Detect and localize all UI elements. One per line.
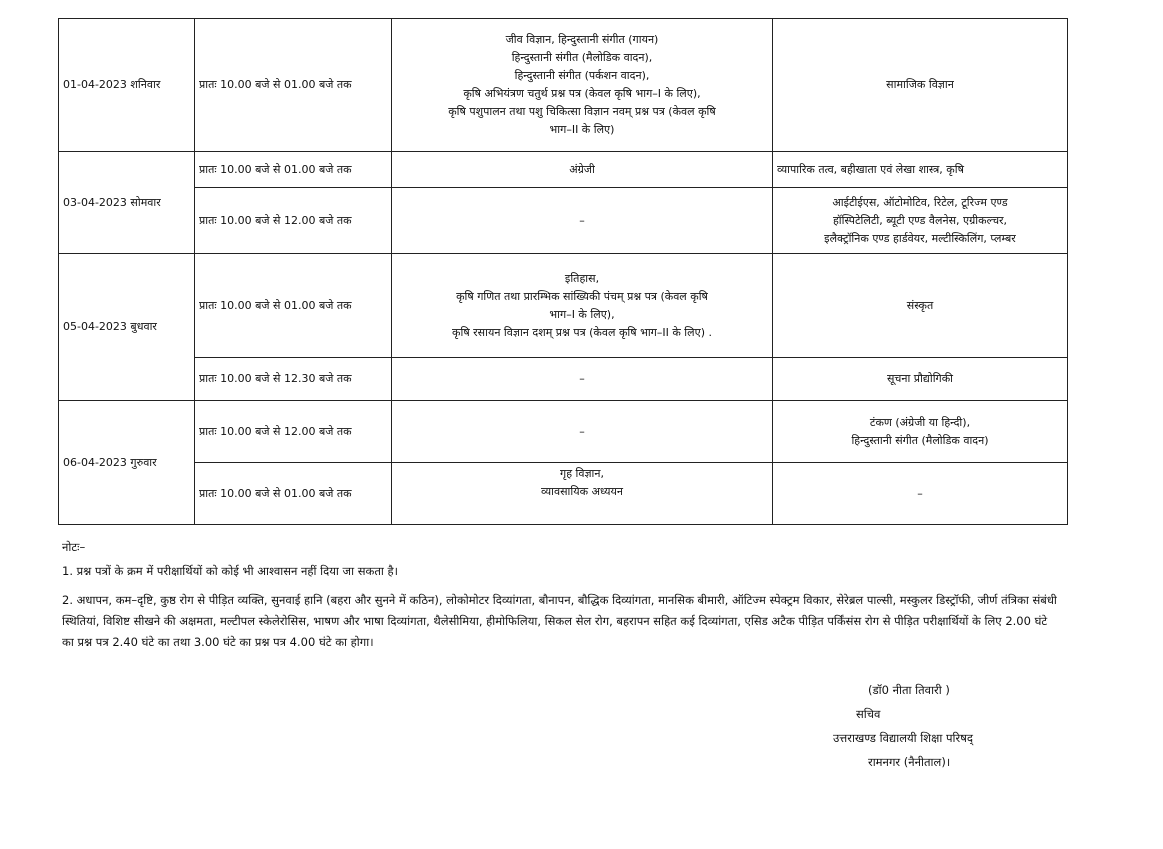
date-cell: 03-04-2023 सोमवार [59, 152, 195, 254]
table-row [59, 19, 1068, 152]
subject-line: कृषि रसायन विज्ञान दशम् प्रश्न पत्र (केवल कृषि भाग–II के लिए) . [452, 325, 712, 339]
subject-line: गृह विज्ञान, [560, 467, 604, 480]
subject-line: टंकण (अंग्रेजी या हिन्दी), [869, 415, 971, 429]
subject-line: आईटीईएस, ऑटोमोटिव, रिटेल, टूरिज्म एण्ड [832, 195, 1008, 209]
subjects-a-cell: अंग्रेजी [392, 152, 773, 188]
table-row [59, 152, 1068, 188]
subject-line: भाग–II के लिए) [549, 123, 615, 136]
date-cell: 01-04-2023 शनिवार [59, 19, 195, 152]
subject-line: भाग–I के लिए), [549, 307, 615, 321]
signatory-name: (डॉ0 नीता तिवारी ) [868, 683, 950, 697]
time-cell: प्रातः 10.00 बजे से 01.00 बजे तक [195, 152, 392, 188]
subject-line: इलैक्ट्रॉनिक एण्ड हार्डवेयर, मल्टीस्किलिंग, प्लम्बर [824, 231, 1016, 245]
time-cell: प्रातः 10.00 बजे से 01.00 बजे तक [195, 463, 392, 525]
time-cell: प्रातः 10.00 बजे से 01.00 बजे तक [195, 254, 392, 358]
table-row [59, 358, 1068, 401]
table-row [59, 401, 1068, 463]
table-row [59, 254, 1068, 358]
time-cell: प्रातः 10.00 बजे से 12.00 बजे तक [195, 401, 392, 463]
date-cell: 05-04-2023 बुधवार [59, 254, 195, 401]
subject-line: हिन्दुस्तानी संगीत (मैलोडिक वादन), [511, 51, 653, 64]
subjects-b-cell: – [773, 463, 1068, 525]
subjects-b-cell: व्यापारिक तत्व, बहीखाता एवं लेखा शास्त्र, कृषि [773, 152, 1068, 188]
subjects-b-cell: सामाजिक विज्ञान [773, 19, 1068, 152]
subjects-a-cell: – [392, 401, 773, 463]
notes-heading: नोटः– [62, 540, 86, 554]
signatory-place: रामनगर (नैनीताल)। [868, 755, 951, 769]
subject-line: कृषि पशुपालन तथा पशु चिकित्सा विज्ञान नवम् प्रश्न पत्र (केवल कृषि [448, 105, 716, 118]
note-2: 2. अधापन, कम–दृष्टि, कुष्ठ रोग से पीड़ित व्यक्ति, सुनवाई हानि (बहरा और सुनने में कठिन), लोकोमोटर दिव्यांगता, बौनापन, बौद्धिक दिव्यांगता, मानसिक बीमारी, ऑटिज्म स्पेक्ट्रम विकार, सेरेब्रल पाल्सी, मस्कुलर डिस्ट्रॉफी, जीर्ण तंत्रिका संबंधी स्थितियां, विशिष्ट सीखने की अक्षमता, मल्टीपल स्केलेरोसिस, भाषण और भाषा दिव्यांगता, थैलेसीमिया, हीमोफिलिया, सिकल सेल रोग, बहरापन सहित कई दिव्यांगता, एसिड अटैक पीड़ित पर्किंसंस रोग से पीड़ित परीक्षार्थियों के लिए 2.00 घंटे का प्रश्न पत्र 2.40 घंटे का तथा 3.00 घंटे का प्रश्न पत्र 4.00 घंटे का होगा। [62, 593, 1057, 649]
subjects-a-cell [392, 254, 773, 358]
subject-line: हॉस्पिटेलिटी, ब्यूटी एण्ड वैलनेस, एग्रीकल्चर, [832, 213, 1008, 227]
subject-line: कृषि अभियंत्रण चतुर्थ प्रश्न पत्र (केवल कृषि भाग–I के लिए), [463, 87, 701, 100]
subjects-b-cell [773, 401, 1068, 463]
signature-block [780, 678, 1080, 774]
subject-line: व्यावसायिक अध्ययन [541, 485, 623, 498]
signatory-designation: सचिव [856, 707, 881, 721]
note-1: 1. प्रश्न पत्रों के क्रम में परीक्षार्थियों को कोई भी आश्वासन नहीं दिया जा सकता है। [62, 564, 398, 578]
subject-line: कृषि गणित तथा प्रारम्भिक सांख्यिकी पंचम् प्रश्न पत्र (केवल कृषि [456, 289, 708, 303]
subject-line: जीव विज्ञान, हिन्दुस्तानी संगीत (गायन) [505, 33, 659, 46]
subjects-b-cell: सूचना प्रौद्योगिकी [773, 358, 1068, 401]
time-cell: प्रातः 10.00 बजे से 01.00 बजे तक [195, 19, 392, 152]
time-cell: प्रातः 10.00 बजे से 12.00 बजे तक [195, 188, 392, 254]
signatory-organization: उत्तराखण्ड विद्यालयी शिक्षा परिषद् [833, 731, 973, 745]
exam-schedule-table [58, 18, 1068, 525]
subject-line: इतिहास, [564, 271, 600, 285]
time-cell: प्रातः 10.00 बजे से 12.30 बजे तक [195, 358, 392, 401]
table-row [59, 463, 1068, 525]
subjects-a-cell: – [392, 188, 773, 254]
subjects-a-cell: – [392, 358, 773, 401]
subject-line: हिन्दुस्तानी संगीत (पर्कशन वादन), [514, 69, 650, 82]
table-row [59, 188, 1068, 254]
subjects-a-cell [392, 463, 773, 525]
subjects-b-cell [773, 188, 1068, 254]
subject-line: हिन्दुस्तानी संगीत (मैलोडिक वादन) [851, 433, 989, 447]
date-cell: 06-04-2023 गुरुवार [59, 401, 195, 525]
notes-section [62, 537, 1062, 653]
subjects-b-cell: संस्कृत [773, 254, 1068, 358]
subjects-a-cell [392, 19, 773, 152]
